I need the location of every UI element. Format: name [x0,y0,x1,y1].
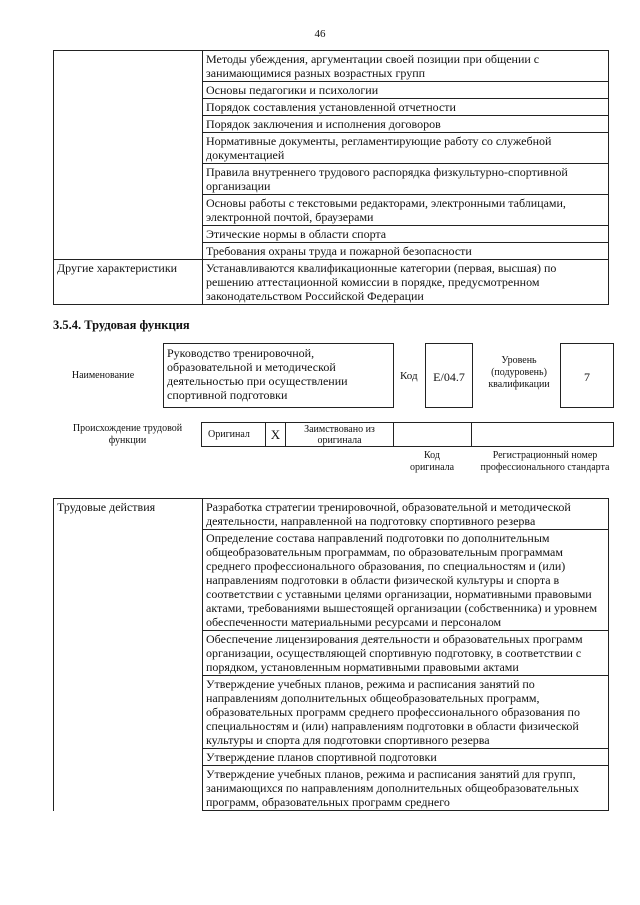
code-label: Код [400,370,418,382]
table-cell: Порядок заключения и исполнения договоров [203,116,609,133]
origin-row [201,422,614,447]
level-label: Уровень (подуровень) квалификации [488,355,550,390]
table-cell: Утверждение учебных планов, режима и расписания занятий по направлениям дополнительных общеобразовательных программ, образовательных программ среднего профессионального образования по специальностям и (или) направлениям подготовки в области физической культуры и спорта для подготовки спортивного резерва [203,676,609,749]
name-label: Наименование [71,370,135,381]
knowledge-table [53,50,609,305]
table-left-cell [54,51,203,260]
original-mark: X [266,423,286,446]
other-characteristics-label: Другие характеристики [54,260,203,305]
table-cell: Утверждение планов спортивной подготовки [203,749,609,766]
table-cell: Порядок составления установленной отчетности [203,99,609,116]
table-cell: Обеспечение лицензирования деятельности и образовательных программ организации, осуществляющей спортивную подготовку, в соответствии с порядком, установленным нормативными правовыми актами [203,631,609,676]
borrowed-label: Заимствовано из оригинала [286,423,394,446]
origin-reg-cell [472,423,613,446]
code-original-label: Код оригинала [409,450,455,473]
table-cell: Разработка стратегии тренировочной, образовательной и методической деятельности, направленной на подготовку спортивного резерва [203,499,609,530]
labor-actions-label: Трудовые действия [54,499,203,811]
page-number: 46 [314,28,326,40]
other-characteristics-text: Устанавливаются квалификационные категории (первая, высшая) по решению аттестационной комиссии в порядке, предусмотренном законодательством Российской Федерации [203,260,609,305]
level-value: 7 [560,343,614,408]
original-label: Оригинал [202,423,266,446]
table-cell: Основы работы с текстовыми редакторами, электронными таблицами, электронной почтой, браузерами [203,195,609,226]
origin-label: Происхождение трудовой функции [72,423,183,446]
section-title: 3.5.4. Трудовая функция [53,318,190,332]
table-cell: Этические нормы в области спорта [203,226,609,243]
table-cell: Определение состава направлений подготовки по дополнительным общеобразовательным программам, по образовательным программам среднего профессионального образования, по специальностям и (или) направлениям подготовки в области физической культуры и спорта в соответствии с уставными целями организации, нормативными правовыми актами, требованиями вышестоящей организации (собственника) и уровнем обеспеченности материальными ресурсами и персоналом [203,530,609,631]
table-row [54,260,609,305]
table-cell: Нормативные документы, регламентирующие работу со служебной документацией [203,133,609,164]
origin-code-cell [394,423,472,446]
code-value: E/04.7 [425,343,473,408]
table-cell: Утверждение учебных планов, режима и расписания занятий для групп, занимающихся по направлениям дополнительных общеобразовательных программ, образовательных программ среднего [203,766,609,811]
function-name: Руководство тренировочной, образовательной и методической деятельностью при осуществлении спортивной подготовки [163,343,394,408]
table-row [54,499,609,530]
labor-actions-table [53,498,609,811]
table-cell: Требования охраны труда и пожарной безопасности [203,243,609,260]
reg-number-label: Регистрационный номер профессионального стандарта [480,450,610,473]
table-cell: Методы убеждения, аргументации своей позиции при общении с занимающимися разных возрастных групп [203,51,609,82]
table-row [54,51,609,82]
table-cell: Основы педагогики и психологии [203,82,609,99]
table-cell: Правила внутреннего трудового распорядка физкультурно-спортивной организации [203,164,609,195]
